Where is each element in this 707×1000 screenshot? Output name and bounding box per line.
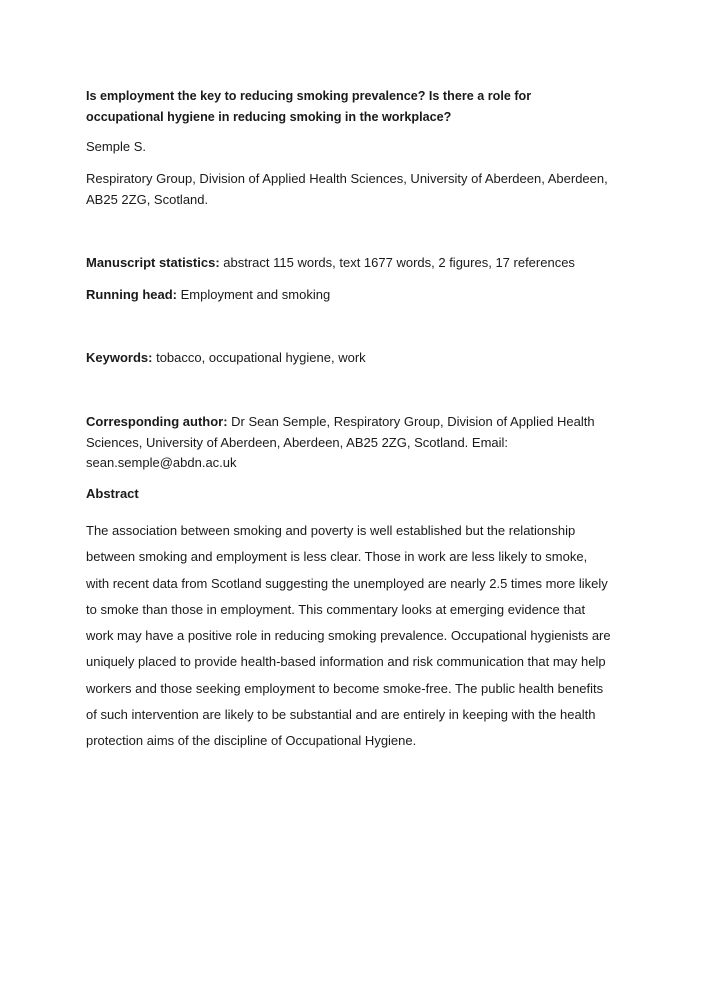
running-head-value: Employment and smoking [177,287,331,302]
manuscript-statistics-label: Manuscript statistics: [86,255,220,270]
keywords [86,348,616,368]
abstract-body: The association between smoking and poverty is well established but the relationship between smoking and employment is less clear. Those in work are less likely to smoke, with recent data from Scotland suggesting the unemployed are nearly 2.5 times more likely to smoke than those in employment. This commentary looks at emerging evidence that work may have a positive role in reducing smoking prevalence. Occupational hygienists are uniquely placed to provide health-based information and risk communication that may help workers and those seeking employment to become smoke-free. The public health benefits of such intervention are likely to be substantial and are entirely in keeping with the health protection aims of the discipline of Occupational Hygiene. [86,523,611,749]
corresponding-author-value: Dr Sean Semple, Respiratory Group, Division of Applied Health Sciences, University of Aberdeen, Aberdeen, AB25 2ZG, Scotland. Email: sean.semple@abdn.ac.uk [86,414,595,470]
manuscript-statistics [86,253,616,273]
keywords-value: tobacco, occupational hygiene, work [152,350,366,365]
author-name: Semple S. [86,139,146,154]
author-affiliation: Respiratory Group, Division of Applied Health Sciences, University of Aberdeen, Aberdeen, AB25 2ZG, Scotland. [86,171,608,207]
running-head-label: Running head: [86,287,177,302]
corresponding-author [86,412,611,474]
corresponding-author-label: Corresponding author: [86,414,228,429]
keywords-label: Keywords: [86,350,153,365]
running-head [86,285,616,305]
manuscript-statistics-value: abstract 115 words, text 1677 words, 2 figures, 17 references [219,255,575,270]
paper-title: Is employment the key to reducing smoking prevalence? Is there a role for occupational hygiene in reducing smoking in the workplace? [86,89,532,124]
abstract-heading: Abstract [86,486,139,501]
